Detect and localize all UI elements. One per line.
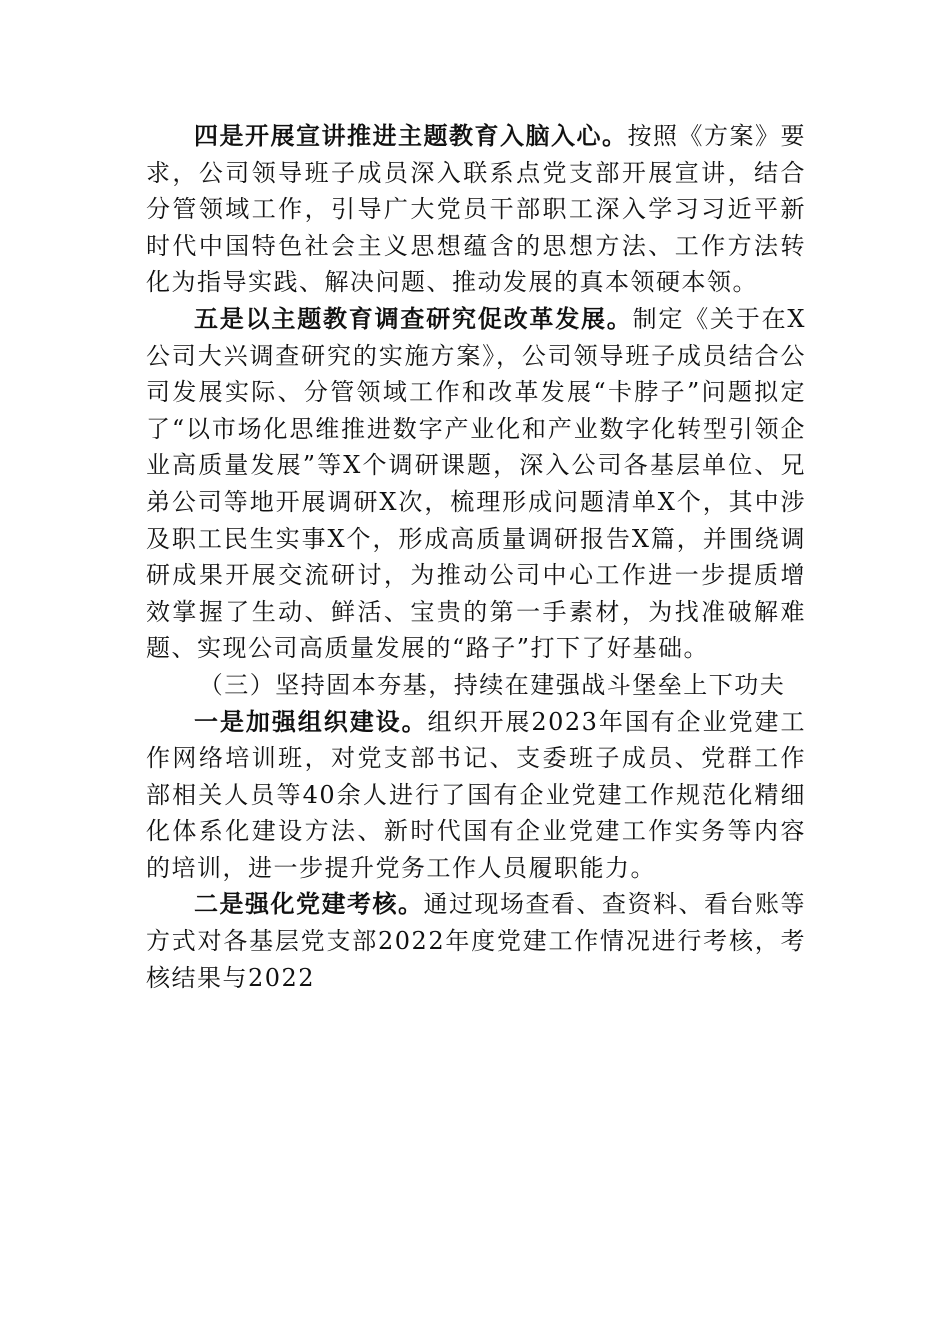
- paragraph-assessment: [146, 886, 806, 996]
- paragraph-lead: 五是以主题教育调查研究促改革发展。: [194, 303, 633, 333]
- paragraph-body: 组织开展2023年国有企业党建工作网络培训班，对党支部书记、支委班子成员、党群工作部相关人员等40余人进行了国有企业党建工作规范化精细化体系化建设方法、新时代国有企业党建工作实务等内容的培训，进一步提升党务工作人员履职能力。: [146, 707, 807, 882]
- paragraph-lead: 一是加强组织建设。: [194, 706, 428, 736]
- paragraph-organization: [146, 704, 806, 887]
- paragraph-body: 按照《方案》要求，公司领导班子成员深入联系点党支部开展宣讲，结合分管领域工作，引导广大党员干部职工深入学习习近平新时代中国特色社会主义思想蕴含的思想方法、工作方法转化为指导实践、解决问题、推动发展的真本领硬本领。: [146, 122, 806, 297]
- document-page: [146, 118, 806, 996]
- paragraph-research: [146, 301, 806, 667]
- paragraph-propaganda: [146, 118, 806, 301]
- section-heading: （三）坚持固本夯基，持续在建强战斗堡垒上下功夫: [198, 670, 786, 699]
- paragraph-lead: 二是强化党建考核。: [194, 889, 424, 919]
- paragraph-lead: 四是开展宣讲推进主题教育入脑入心。: [194, 121, 628, 150]
- paragraph-body: 通过现场查看、查资料、看台账等方式对各基层党支部2022年度党建工作情况进行考核，考核结果与2022: [146, 890, 806, 992]
- paragraph-body: 制定《关于在X公司大兴调查研究的实施方案》，公司领导班子成员结合公司发展实际、分管领域工作和改革发展“卡脖子”问题拟定了“以市场化思维推进数字产业化和产业数字化转型引领企业高质量发展”等X个调研课题，深入公司各基层单位、兄弟公司等地开展调研X次，梳理形成问题清单X个，其中涉及职工民生实事X个，形成高质量调研报告X篇，并围绕调研成果开展交流研讨，为推动公司中心工作进一步提质增效掌握了生动、鲜活、宝贵的第一手素材，为找准破解难题、实现公司高质量发展的“路子”打下了好基础。: [146, 304, 806, 663]
